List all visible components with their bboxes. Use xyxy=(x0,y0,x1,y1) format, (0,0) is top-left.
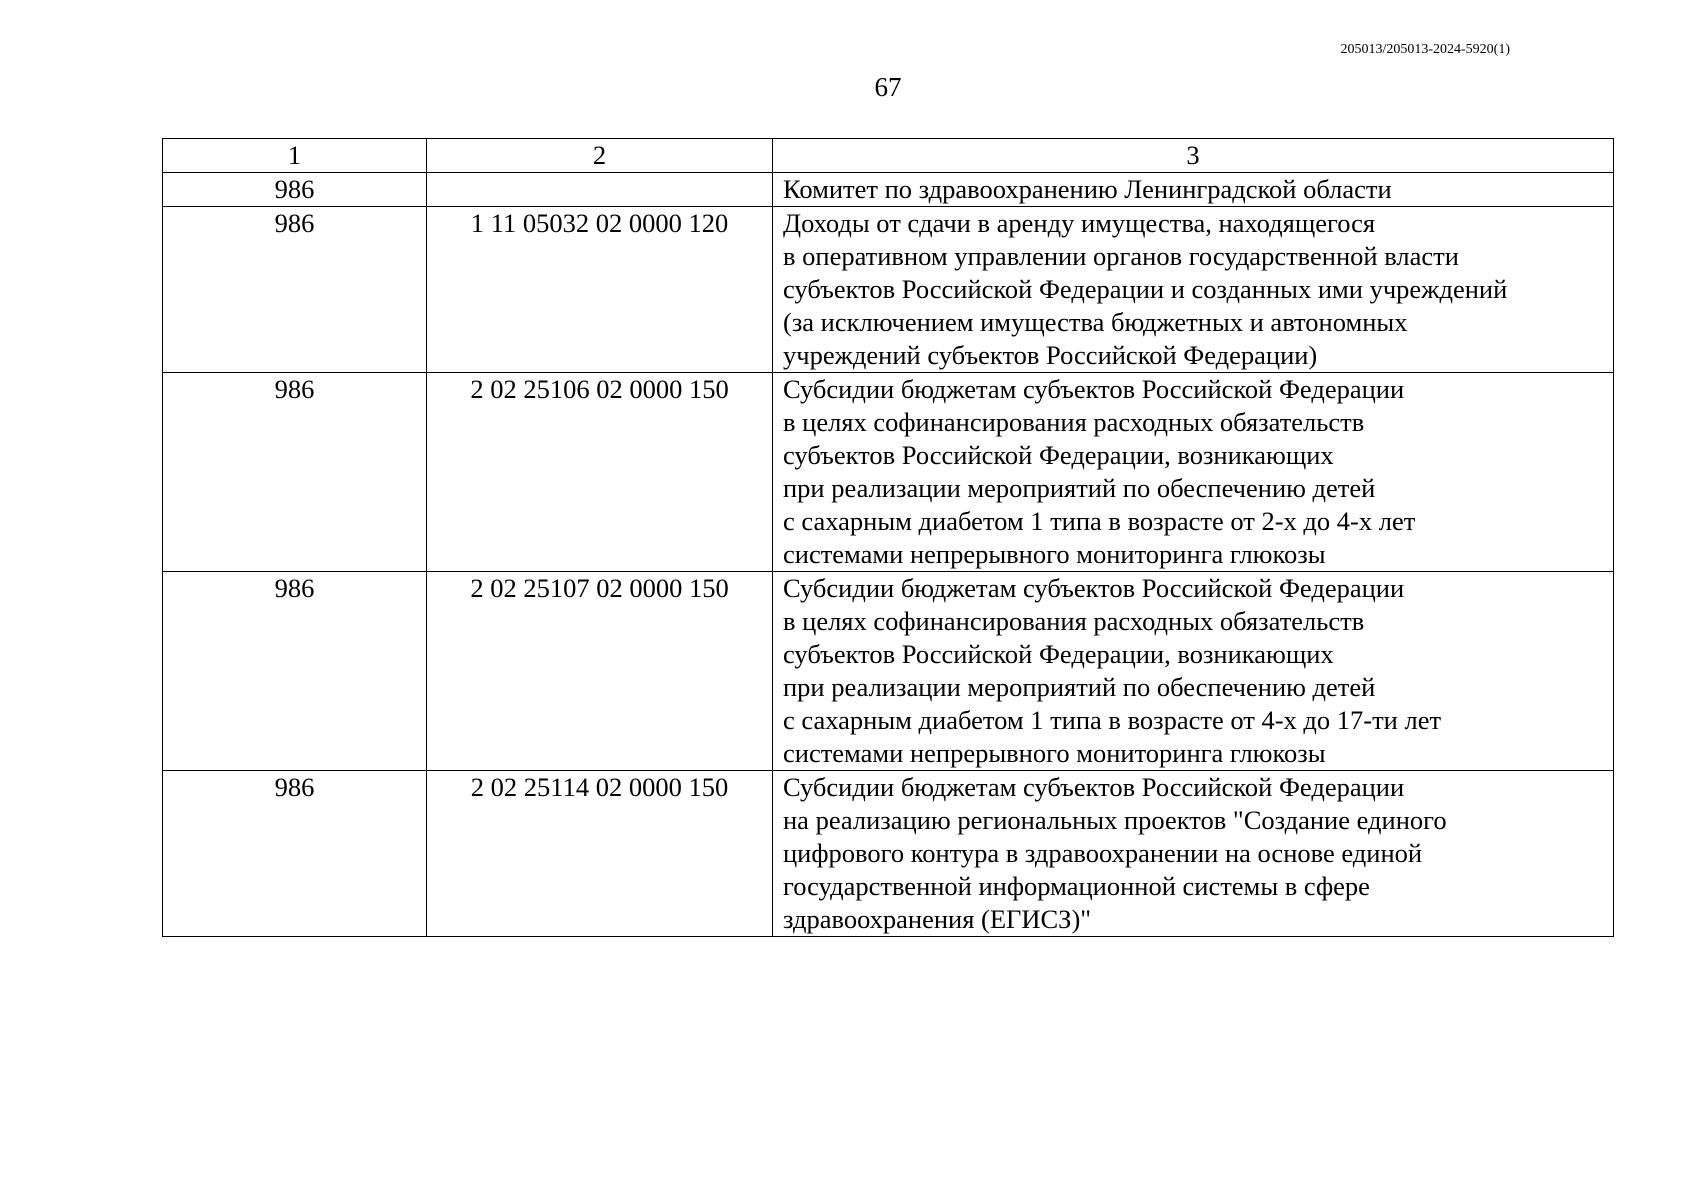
revenue-name-cell xyxy=(773,173,1614,207)
column-header-3: 3 xyxy=(773,139,1614,173)
name-line: Комитет по здравоохранению Ленинградской области xyxy=(783,174,1392,204)
name-line: системами непрерывного мониторинга глюкозы xyxy=(783,539,1326,569)
name-line: (за исключением имущества бюджетных и автономных xyxy=(783,307,1408,337)
admin-code-cell: 986 xyxy=(163,173,427,207)
revenue-code-cell: 1 11 05032 02 0000 120 xyxy=(427,207,773,373)
revenue-name-cell xyxy=(773,771,1614,937)
name-line: здравоохранения (ЕГИСЗ)" xyxy=(783,904,1092,934)
name-line: в целях софинансирования расходных обязательств xyxy=(783,606,1365,636)
column-header-2: 2 xyxy=(427,139,773,173)
name-line: в целях софинансирования расходных обязательств xyxy=(783,407,1365,437)
name-line: субъектов Российской Федерации и созданных ими учреждений xyxy=(783,274,1508,304)
name-line: системами непрерывного мониторинга глюкозы xyxy=(783,738,1326,768)
name-line: Субсидии бюджетам субъектов Российской Федерации xyxy=(783,374,1405,404)
revenue-name-cell xyxy=(773,572,1614,771)
name-line: учреждений субъектов Российской Федерации) xyxy=(783,340,1318,370)
name-line: при реализации мероприятий по обеспечению детей xyxy=(783,473,1376,503)
admin-code-cell: 986 xyxy=(163,207,427,373)
name-line: на реализацию региональных проектов "Создание единого xyxy=(783,805,1447,835)
table-header-row xyxy=(163,139,1614,173)
name-line: в оперативном управлении органов государственной власти xyxy=(783,241,1459,271)
table-row xyxy=(163,373,1614,572)
revenue-name-cell xyxy=(773,207,1614,373)
admin-code-cell: 986 xyxy=(163,771,427,937)
name-line: с сахарным диабетом 1 типа в возрасте от 2-х до 4-х лет xyxy=(783,506,1416,536)
revenue-code-cell: 2 02 25106 02 0000 150 xyxy=(427,373,773,572)
name-line: государственной информационной системы в сфере xyxy=(783,871,1370,901)
table-row xyxy=(163,572,1614,771)
budget-revenue-table xyxy=(162,138,1614,937)
name-line: Доходы от сдачи в аренду имущества, находящегося xyxy=(783,208,1376,238)
name-line: Субсидии бюджетам субъектов Российской Федерации xyxy=(783,772,1405,802)
name-line: с сахарным диабетом 1 типа в возрасте от 4-х до 17-ти лет xyxy=(783,705,1442,735)
name-line: цифрового контура в здравоохранении на основе единой xyxy=(783,838,1423,868)
name-line: субъектов Российской Федерации, возникающих xyxy=(783,440,1334,470)
revenue-code-cell xyxy=(427,173,773,207)
admin-code-cell: 986 xyxy=(163,572,427,771)
revenue-code-cell: 2 02 25114 02 0000 150 xyxy=(427,771,773,937)
table-row xyxy=(163,771,1614,937)
name-line: при реализации мероприятий по обеспечению детей xyxy=(783,672,1376,702)
document-id: 205013/205013-2024-5920(1) xyxy=(1340,42,1510,57)
name-line: субъектов Российской Федерации, возникающих xyxy=(783,639,1334,669)
table-row xyxy=(163,173,1614,207)
name-line: Субсидии бюджетам субъектов Российской Федерации xyxy=(783,573,1405,603)
revenue-code-cell: 2 02 25107 02 0000 150 xyxy=(427,572,773,771)
admin-code-cell: 986 xyxy=(163,373,427,572)
page-number: 67 xyxy=(874,72,902,102)
table-row xyxy=(163,207,1614,373)
column-header-1: 1 xyxy=(163,139,427,173)
revenue-name-cell xyxy=(773,373,1614,572)
